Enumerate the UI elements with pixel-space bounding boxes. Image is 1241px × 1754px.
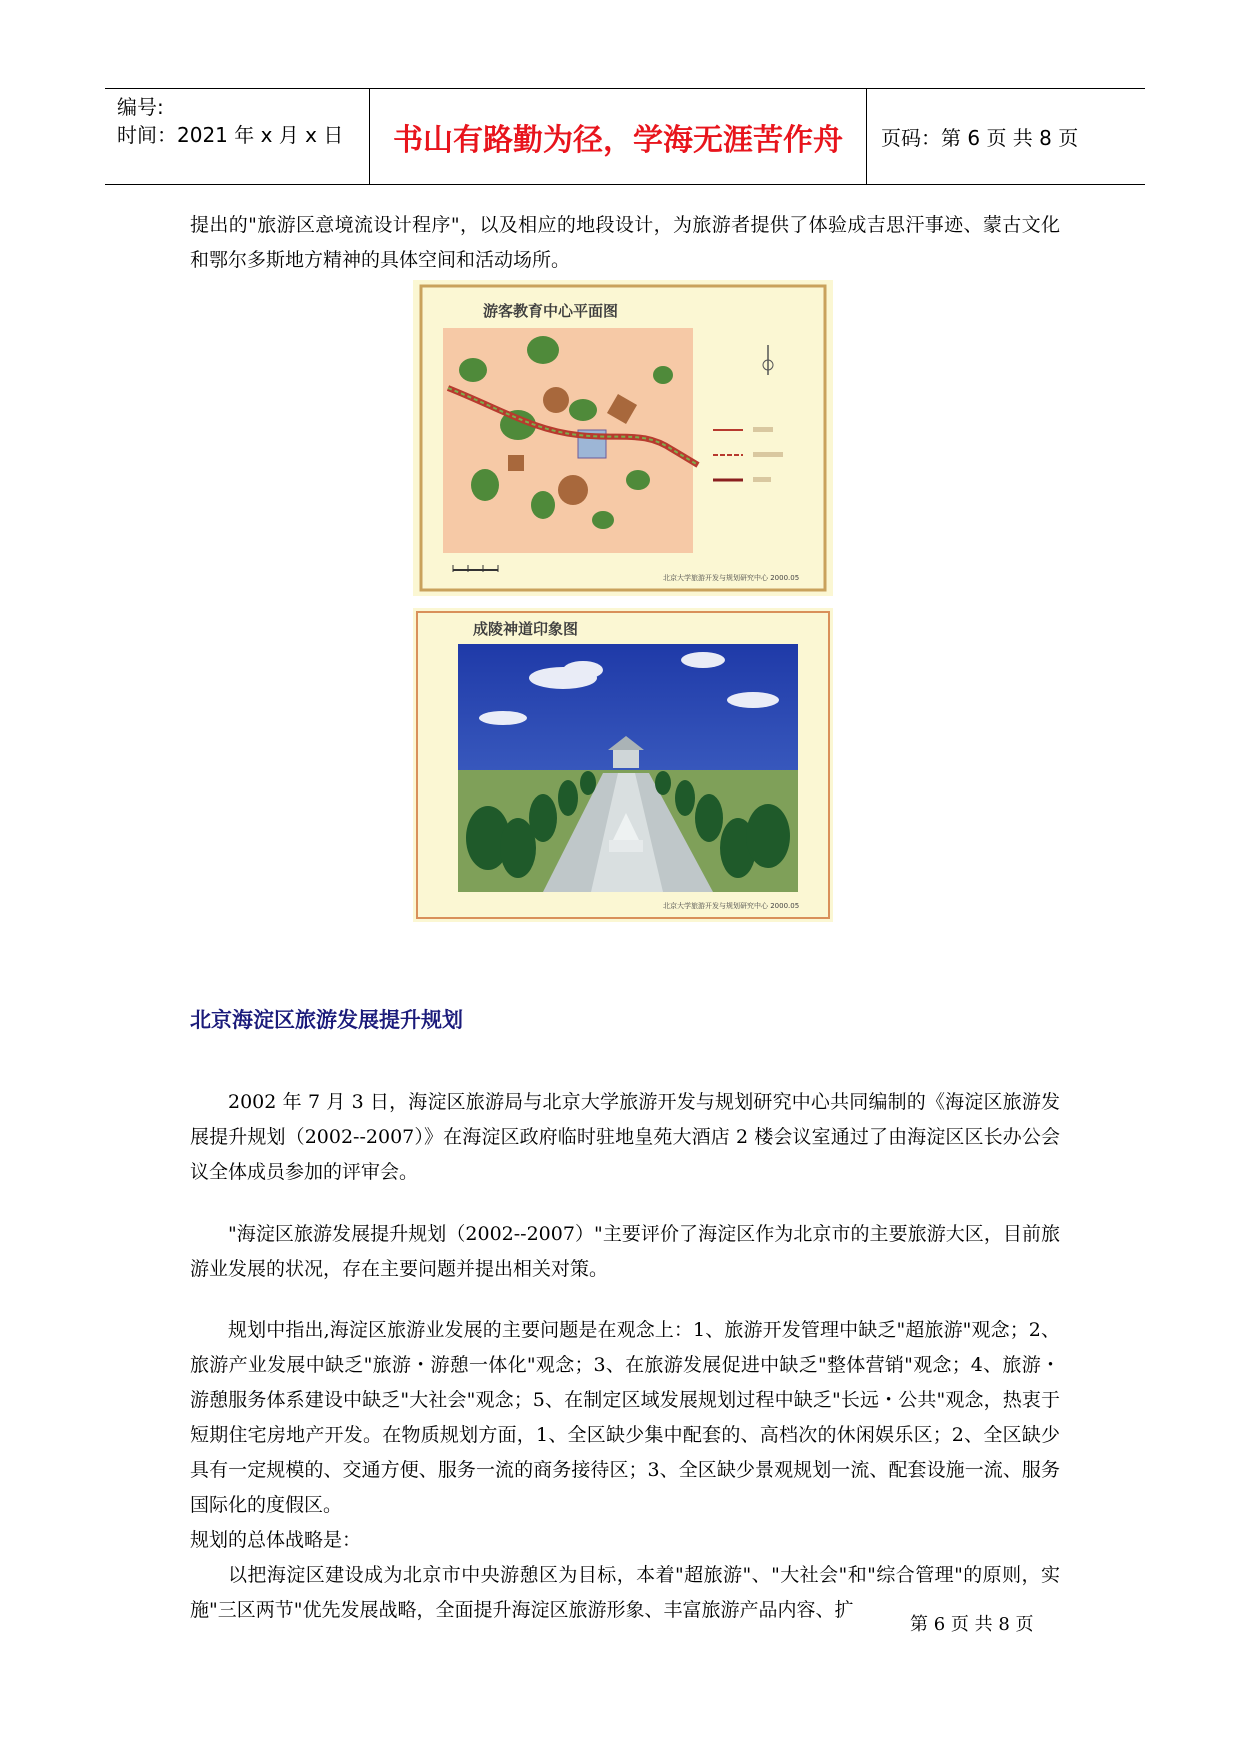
body-paragraph-3: 规划中指出,海淀区旅游业发展的主要问题是在观念上：1、旅游开发管理中缺乏"超旅游"观念；2、旅游产业发展中缺乏"旅游・游憩一体化"观念；3、在旅游发展促进中缺乏"整体营销"观念；4、旅游・游憩服务体系建设中缺乏"大社会"观念；5、在制定区域发展规划过程中缺乏"长远・公共"观念，热衷于短期住宅房地产开发。在物质规划方面，1、全区缺少集中配套的、高档次的休闲娱乐区；2、全区缺少具有一定规模的、交通方便、服务一流的商务接待区；3、全区缺少景观规划一流、配套设施一流、服务国际化的度假区。 规划的总体战略是： 以把海淀区建设成为北京市中央游憩区为目标，本着"超旅游"、"大社会"和"综合管理"的原则，实施"三区两节"优先发展战略，全面提升海淀区旅游形象、丰富旅游产品内容、扩: [190, 1313, 1060, 1628]
body-paragraph-1: 2002 年 7 月 3 日，海淀区旅游局与北京大学旅游开发与规划研究中心共同编制的《海淀区旅游发展提升规划（2002--2007）》在海淀区政府临时驻地皇苑大酒店 2 楼会议室通过了由海淀区区长办公会议全体成员参加的评审会。: [190, 1091, 1060, 1183]
number-label: 编号:: [117, 95, 164, 119]
page-header: [105, 88, 1145, 185]
header-meta: [105, 89, 370, 184]
strategy-label: 规划的总体战略是：: [190, 1529, 362, 1551]
site-plan-image: [413, 280, 833, 596]
strategy-text: 以把海淀区建设成为北京市中央游憩区为目标，本着"超旅游"、"大社会"和"综合管理"的原则，实施"三区两节"优先发展战略，全面提升海淀区旅游形象、丰富旅游产品内容、扩: [190, 1564, 1060, 1621]
figure-sacred-way: [413, 608, 833, 922]
site-plan-title: 游客教育中心平面图: [483, 302, 619, 320]
page-footer: 第 6 页 共 8 页: [910, 1614, 1034, 1635]
header-motto: 书山有路勤为径，学海无涯苦作舟: [370, 89, 867, 184]
time-label: 时间：2021 年 x 月 x 日: [117, 123, 344, 147]
section-title: 北京海淀区旅游发展提升规划: [190, 1008, 463, 1032]
sacred-way-image: [413, 608, 833, 922]
site-plan-caption: 北京大学旅游开发与规划研究中心 2000.05: [663, 574, 800, 582]
header-page-label: 页码：第 6 页 共 8 页: [881, 126, 1079, 150]
sacred-way-caption: 北京大学旅游开发与规划研究中心 2000.05: [663, 902, 800, 910]
figure-site-plan: [413, 280, 833, 596]
sacred-way-title: 成陵神道印象图: [473, 620, 579, 638]
body-paragraph-2: "海淀区旅游发展提升规划（2002--2007）"主要评价了海淀区作为北京市的主要旅游大区，目前旅游业发展的状况，存在主要问题并提出相关对策。: [190, 1223, 1060, 1280]
intro-paragraph: 提出的"旅游区意境流设计程序"，以及相应的地段设计，为旅游者提供了体验成吉思汗事迹、蒙古文化和鄂尔多斯地方精神的具体空间和活动场所。: [190, 214, 1060, 271]
